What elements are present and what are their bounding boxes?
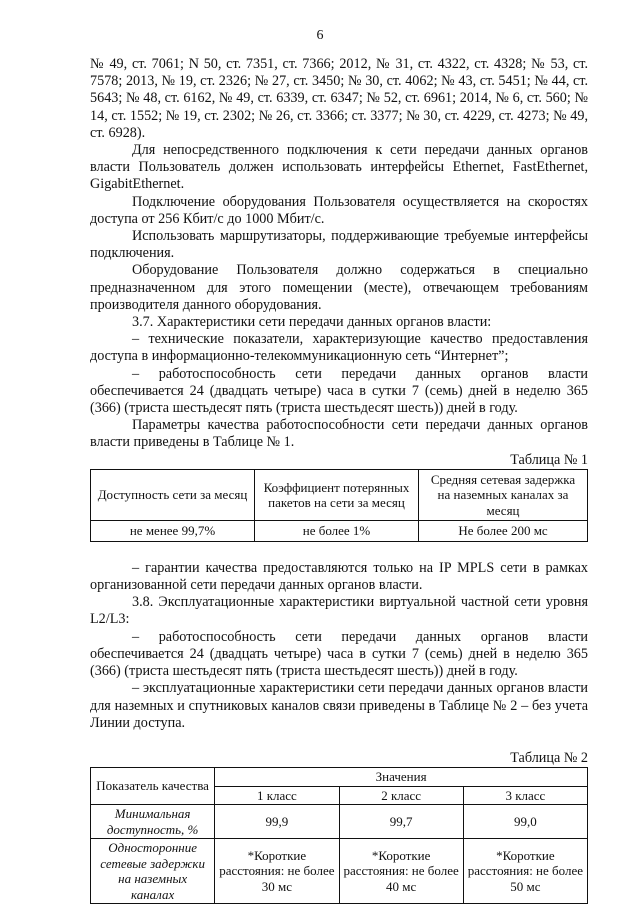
table2-row-label: Минимальная доступность, % — [91, 805, 215, 839]
table1-header-availability: Доступность сети за месяц — [91, 469, 255, 521]
table2-cell: 99,9 — [215, 805, 339, 839]
paragraph-access-speed: Подключение оборудования Пользователя осуществляется на скоростях доступа от 256 Кбит/с до 1000 Мбит/с. — [90, 193, 588, 227]
table2-class-2: 2 класс — [339, 786, 463, 805]
table1-header-latency: Средняя сетевая задержка на наземных каналах за месяц — [419, 469, 588, 521]
paragraph-interfaces: Для непосредственного подключения к сети передачи данных органов власти Пользователь должен использовать интерфейсы Ethernet, FastEthernet, GigabitEthernet. — [90, 142, 588, 193]
paragraph-availability-3-8: – работоспособность сети передачи данных органов власти обеспечивается 24 (двадцать четыре) часа в сутки 7 (семь) дней в неделю 365 (366) (триста шестьдесят пять (триста шестьдесят шесть)) дней в году. — [90, 628, 588, 680]
table2-cell: *Короткие расстояния: не более 40 мс — [339, 839, 463, 904]
table1-cell-packet-loss: не более 1% — [255, 521, 419, 542]
paragraph-legal-references: № 49, ст. 7061; N 50, ст. 7351, ст. 7366; 2012, № 31, ст. 4322, ст. 4328; № 53, ст. 7578; 2013, № 19, ст. 2326; № 27, ст. 3450; № 30, ст. 4062; № 43, ст. 5451; № 44, ст. 5643; № 48, ст. 6162, № 49, ст. 6339, ст. 6347; № 52, ст. 6961; 2014, № 6, ст. 560; № 14, ст. 1552; № 19, ст. 2302; № 26, ст. 3366; ст. 3377; № 30, ст. 4229, ст. 4273; № 49, ст. 6928). — [90, 56, 588, 141]
paragraph-technical-indicators: – технические показатели, характеризующие качество предоставления доступа в информационно-телекоммуникационную сеть “Интернет”; — [90, 331, 588, 365]
table2-caption: Таблица № 2 — [510, 749, 588, 766]
table2-class-3: 3 класс — [463, 786, 587, 805]
table1-value-row — [91, 521, 588, 542]
table2-class-1: 1 класс — [215, 786, 339, 805]
paragraph-table2-intro: – эксплуатационные характеристики сети передачи данных органов власти для наземных и спутниковых каналов связи приведены в Таблице № 2 – без учета Линии доступа. — [90, 680, 588, 731]
table2-header-values: Значения — [215, 768, 588, 787]
table1-header-packet-loss: Коэффициент потерянных пакетов на сети за месяц — [255, 469, 419, 521]
section-3-8-heading: 3.8. Эксплуатационные характеристики виртуальной частной сети уровня L2/L3: — [90, 594, 588, 628]
table1-caption: Таблица № 1 — [510, 451, 588, 468]
table1-cell-availability: не менее 99,7% — [91, 521, 255, 542]
table1-header-row — [91, 469, 588, 521]
paragraph-equipment-premises: Оборудование Пользователя должно содержаться в специально предназначенном для этого помещении (месте), отвечающем требованиям производителя данного оборудования. — [90, 262, 588, 313]
page-number: 6 — [316, 28, 324, 43]
table2-header-row — [91, 768, 588, 787]
table2-cell: 99,7 — [339, 805, 463, 839]
table-row — [91, 839, 588, 904]
table2-header-indicator: Показатель качества — [91, 768, 215, 805]
paragraph-table1-intro: Параметры качества работоспособности сети передачи данных органов власти приведены в Таблице № 1. — [90, 417, 588, 451]
table1-cell-latency: Не более 200 мс — [419, 521, 588, 542]
paragraph-routers: Использовать маршрутизаторы, поддерживающие требуемые интерфейсы подключения. — [90, 228, 588, 262]
table-2 — [90, 767, 588, 904]
paragraph-ip-mpls-guarantee: – гарантии качества предоставляются только на IP MPLS сети в рамках организованной сети передачи данных органов власти. — [90, 559, 588, 594]
document-body — [90, 56, 588, 904]
table-row — [91, 805, 588, 839]
table2-cell: 99,0 — [463, 805, 587, 839]
table2-cell: *Короткие расстояния: не более 50 мс — [463, 839, 587, 904]
table-1 — [90, 469, 588, 542]
paragraph-availability-3-7: – работоспособность сети передачи данных органов власти обеспечивается 24 (двадцать четыре) часа в сутки 7 (семь) дней в неделю 365 (366) (триста шестьдесят пять (триста шестьдесят шесть)) дней в году. — [90, 365, 588, 417]
table2-row-label: Односторонние сетевые задержки на наземных каналах — [91, 839, 215, 904]
table2-cell: *Короткие расстояния: не более 30 мс — [215, 839, 339, 904]
section-3-7-heading: 3.7. Характеристики сети передачи данных органов власти: — [132, 314, 492, 331]
